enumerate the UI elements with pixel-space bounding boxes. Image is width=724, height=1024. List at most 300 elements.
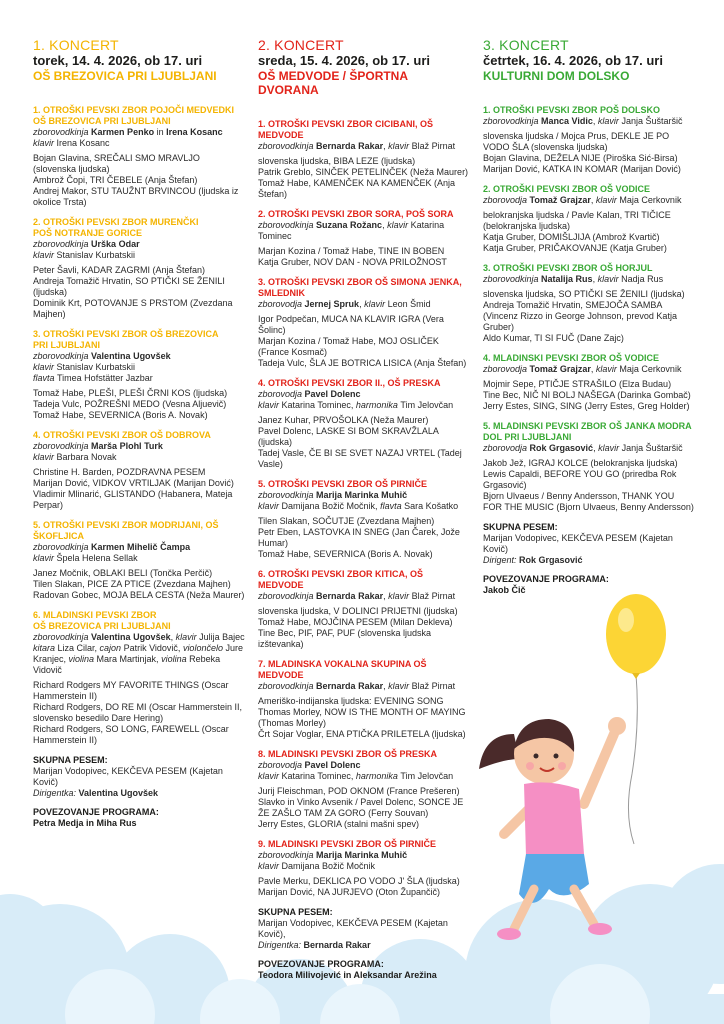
performer-name: Marša Plohl Turk: [91, 441, 163, 451]
choir-heading: 1. OTROŠKI PEVSKI ZBOR POJOČI MEDVEDKI: [33, 105, 235, 115]
choir-heading: 3. OTROŠKI PEVSKI ZBOR OŠ HORJUL: [483, 263, 653, 273]
performer-name: Valentina Ugovšek: [91, 632, 171, 642]
text-fragment: Pavel Dolenc, LASKE SI BOM SKRAVŽLALA (ljudska): [258, 426, 439, 447]
entry-line: [33, 452, 245, 463]
choir-heading: 6. MLADINSKI PEVSKI ZBOR: [33, 610, 157, 620]
text-fragment: Leon Šmid: [387, 299, 431, 309]
entry-line: [33, 410, 245, 421]
concert-3-column: [483, 37, 695, 602]
role-label: klavir: [364, 299, 388, 309]
text-fragment: Marjan Kozina / Tomaž Habe, MOJ OSLIČEK (France Kosmač): [258, 336, 439, 357]
entry-line: [258, 760, 470, 771]
choir-heading: 3. OTROŠKI PEVSKI ZBOR OŠ BREZOVICA: [33, 329, 219, 339]
entry-line: [33, 388, 245, 399]
role-label: violina: [161, 654, 190, 664]
text-fragment: Damijana Božič Močnik,: [281, 501, 381, 511]
role-label: zborovodkinja: [483, 116, 542, 126]
text-fragment: Nadja Rus: [621, 274, 664, 284]
entry-line: [258, 861, 470, 872]
text-fragment: slovenska ljudska, SO PTIČKI SE ŽENILI (ljudska): [483, 289, 685, 299]
role-label: zborovodkinja: [258, 591, 317, 601]
choir-entry: [258, 119, 470, 200]
text-fragment: Thomas Morley, NOW IS THE MONTH OF MAYING (Thomas Morley): [258, 707, 466, 728]
text-fragment: ,: [383, 591, 389, 601]
text-fragment: Dominik Krt, POTOVANJE S PRSTOM (Zvezdana Majhen): [33, 298, 233, 319]
text-fragment: Tomaž Habe, SEVERNICA (Boris A. Novak): [33, 410, 208, 420]
entry-line: [483, 491, 695, 513]
role-label: klavir: [388, 681, 412, 691]
entry-line: [33, 239, 245, 250]
text-fragment: Katja Gruber, NOV DAN - NOVA PRILOŽNOST: [258, 257, 447, 267]
entry-line: [258, 490, 470, 501]
role-label: zborovodkinja: [258, 681, 317, 691]
text-fragment: Andrej Makor, STU TAUŽNT BRVINCOU (ljudska iz okolice Trsta): [33, 186, 239, 207]
host-heading: POVEZOVANJE PROGRAMA:: [483, 574, 609, 584]
text-fragment: Blaž Pirnat: [411, 591, 456, 601]
entry-line: [33, 399, 245, 410]
concert-date: torek, 14. 4. 2026, ob 17. uri: [33, 53, 203, 68]
concert-venue: OŠ MEDVODE / ŠPORTNA DVORANA: [258, 69, 408, 97]
text-fragment: Tomaž Habe, MOJČINA PESEM (Milan Dekleva): [258, 617, 453, 627]
entry-line: [33, 680, 245, 702]
entry-line: [483, 390, 695, 401]
text-fragment: Marijan Dović, NA JURJEVO (Oton Župančič): [258, 887, 441, 897]
entry-line: [258, 220, 470, 242]
role-label: violončelo: [182, 643, 226, 653]
text-fragment: Jerry Estes, SING, SING (Jerry Estes, Greg Holder): [483, 401, 690, 411]
entry-line: [483, 116, 695, 127]
girl-with-balloon-illustration: [464, 584, 684, 964]
role-label: klavir: [595, 195, 620, 205]
text-fragment: Andreja Tomažič Hrvatin, SO PTIČKI SE ŽENILI (ljudska): [33, 276, 225, 297]
performer-name: Jernej Spruk: [304, 299, 360, 309]
choir-heading: 1. OTROŠKI PEVSKI ZBOR POŠ DOLSKO: [483, 105, 661, 115]
entry-line: [33, 138, 245, 149]
entry-line: [33, 542, 245, 553]
choir-heading: DOL PRI LJUBLJANI: [483, 432, 572, 442]
text-fragment: Andreja Tomažič Hrvatin, SMEJOČA SAMBA (Vincenz Rizzo in George Johnson, prevod Katja Gruber): [483, 300, 677, 332]
text-fragment: ,: [383, 681, 389, 691]
text-fragment: Bjorn Ulvaeus / Benny Andersson, THANK YOU FOR THE MUSIC (Bjorn Ulvaeus, Benny Andersson): [483, 491, 694, 512]
text-fragment: Katja Gruber, DOMIŠLJIJA (Ambrož Kvartič): [483, 232, 660, 242]
choir-heading: 4. OTROŠKI PEVSKI ZBOR OŠ DOBROVA: [33, 430, 211, 440]
text-fragment: Marijan Vodopivec, KEKČEVA PESEM (Kajetan Kovič): [483, 533, 673, 554]
host-names: Petra Medja in Miha Rus: [33, 818, 137, 828]
role-label: Dirigentka:: [33, 788, 79, 798]
text-fragment: ,: [359, 299, 365, 309]
role-label: klavir: [33, 250, 57, 260]
choir-entry: [33, 217, 245, 320]
entry-line: [258, 549, 470, 560]
entry-line: [258, 707, 470, 729]
choir-heading: PRI LJUBLJANI: [33, 340, 101, 350]
text-fragment: Janja Šuštaršič: [621, 116, 683, 126]
concert-title: 3. KONCERT: [483, 37, 569, 53]
entry-line: [258, 400, 470, 411]
choir-heading: 9. MLADINSKI PEVSKI ZBOR OŠ PIRNIČE: [258, 839, 437, 849]
text-fragment: Jure Kranjec,: [33, 643, 243, 664]
entry-line: [258, 156, 470, 167]
entry-line: [258, 426, 470, 448]
performer-name: Rok Grgasović: [519, 555, 583, 565]
concert-date: četrtek, 16. 4. 2026, ob 17. uri: [483, 53, 663, 68]
performer-name: Bernarda Rakar: [316, 681, 384, 691]
text-fragment: Tine Bec, PIF, PAF, PUF (slovenska ljudska izštevanka): [258, 628, 432, 649]
choir-entry: [483, 105, 695, 175]
role-label: Dirigentka:: [258, 940, 304, 950]
performer-name: Bernarda Rakar: [303, 940, 371, 950]
entry-line: [33, 250, 245, 261]
role-label: kitara: [33, 643, 58, 653]
choir-entry: [258, 479, 470, 560]
text-fragment: Vladimir Mlinarić, GLISTANDO (Habanera, Mateja Perpar): [33, 489, 233, 510]
text-fragment: Liza Cilar,: [57, 643, 100, 653]
choir-entry: [33, 520, 245, 601]
text-fragment: Mojmir Sepe, PTIČJE STRAŠILO (Elza Budau): [483, 379, 672, 389]
choir-entry: [258, 569, 470, 650]
text-fragment: Janja Šuštaršič: [621, 443, 683, 453]
host-section: [33, 807, 245, 829]
text-fragment: Tadeja Vulc, POŽREŠNI MEDO (Vesna Aljuevič): [33, 399, 227, 409]
entry-line: [258, 527, 470, 549]
role-label: klavir: [33, 452, 57, 462]
choir-heading: 3. OTROŠKI PEVSKI ZBOR OŠ SIMONA JENKA, SMLEDNIK: [258, 277, 462, 298]
text-fragment: ,: [382, 220, 388, 230]
joint-song-line: [33, 788, 245, 799]
choir-entry: [258, 277, 470, 369]
role-label: klavir: [597, 274, 622, 284]
text-fragment: in: [154, 127, 167, 137]
entry-line: [258, 786, 470, 797]
entry-line: [258, 336, 470, 358]
text-fragment: Jakob Jež, IGRAJ KOLCE (belokranjska ljudska): [483, 458, 678, 468]
text-fragment: ,: [592, 116, 598, 126]
choir-heading: 4. MLADINSKI PEVSKI ZBOR OŠ VODICE: [483, 353, 660, 363]
choir-heading: OŠ BREZOVICA PRI LJUBLJANI: [33, 116, 171, 126]
text-fragment: Katarina Tominec,: [281, 400, 356, 410]
choir-heading: 4. OTROŠKI PEVSKI ZBOR II., OŠ PRESKA: [258, 378, 441, 388]
choir-heading: 7. MLADINSKA VOKALNA SKUPINA OŠ MEDVODE: [258, 659, 427, 680]
entry-line: [33, 568, 245, 579]
host-section: [258, 959, 470, 981]
performer-name: Suzana Rožanc: [316, 220, 383, 230]
role-label: zborovodkinja: [33, 542, 92, 552]
entry-line: [483, 131, 695, 153]
entry-line: [258, 606, 470, 617]
entry-line: [33, 590, 245, 601]
text-fragment: Janez Močnik, OBLAKI BELI (Tončka Perčič): [33, 568, 213, 578]
performer-name: Bernarda Rakar: [316, 591, 384, 601]
choir-entry: [33, 610, 245, 746]
text-fragment: slovenska ljudska, BIBA LEZE (ljudska): [258, 156, 416, 166]
choir-entry: [483, 263, 695, 344]
performer-name: Bernarda Rakar: [316, 141, 384, 151]
role-label: klavir: [258, 771, 282, 781]
role-label: klavir: [258, 861, 282, 871]
text-fragment: Richard Rodgers MY FAVORITE THINGS (Oscar Hammerstein II): [33, 680, 229, 701]
text-fragment: Marijan Dović, KATKA IN KOMAR (Marijan Dović): [483, 164, 681, 174]
text-fragment: Bojan Glavina, SREČALI SMO MRAVLJO (slovenska ljudska): [33, 153, 200, 174]
choir-heading: 2. OTROŠKI PEVSKI ZBOR SORA, POŠ SORA: [258, 209, 454, 219]
role-label: zborovodja: [483, 364, 530, 374]
text-fragment: Tim Jelovčan: [400, 400, 454, 410]
role-label: klavir: [598, 443, 622, 453]
entry-line: [33, 153, 245, 175]
entry-line: [258, 628, 470, 650]
entry-line: [258, 876, 470, 887]
entry-line: [33, 265, 245, 276]
entry-line: [483, 333, 695, 344]
joint-song-section: [33, 755, 245, 799]
concert-title: 2. KONCERT: [258, 37, 344, 53]
text-fragment: Marijan Vodopivec, KEKČEVA PESEM (Kajetan Kovič),: [258, 918, 448, 939]
role-label: klavir: [33, 362, 57, 372]
entry-line: [483, 364, 695, 375]
entry-line: [33, 298, 245, 320]
text-fragment: Tim Jelovčan: [400, 771, 454, 781]
entry-line: [33, 643, 245, 676]
text-fragment: slovenska ljudska / Mojca Prus, DEKLE JE PO VODO ŠLA (slovenska ljudska): [483, 131, 670, 152]
role-label: zborovodkinja: [33, 239, 92, 249]
role-label: harmonika: [355, 400, 401, 410]
role-label: klavir: [33, 553, 57, 563]
text-fragment: Marjan Kozina / Tomaž Habe, TINE IN BOBEN: [258, 246, 445, 256]
text-fragment: Tomaž Habe, SEVERNICA (Boris A. Novak): [258, 549, 433, 559]
text-fragment: Marijan Vodopivec, KEKČEVA PESEM (Kajetan Kovič): [33, 766, 223, 787]
text-fragment: Radovan Gobec, MOJA BELA CESTA (Neža Maurer): [33, 590, 245, 600]
text-fragment: Črt Sojar Voglar, ENA PTIČKA PRILETELA (ljudska): [258, 729, 466, 739]
choir-entry: [258, 378, 470, 470]
entry-line: [33, 351, 245, 362]
text-fragment: Richard Rodgers, DO RE MI (Oscar Hammerstein II, slovensko besedilo Dare Hering): [33, 702, 243, 723]
performer-name: Tomaž Grajzar: [529, 195, 591, 205]
text-fragment: belokranjska ljudska / Pavle Kalan, TRI TIČICE (belokranjska ljudska): [483, 210, 671, 231]
joint-song-line: [33, 766, 245, 788]
choir-entry: [483, 184, 695, 254]
entry-line: [33, 478, 245, 489]
performer-name: Pavel Dolenc: [304, 760, 361, 770]
choir-entry: [258, 839, 470, 898]
entry-line: [33, 362, 245, 373]
role-label: klavir: [595, 364, 620, 374]
performer-name: Valentina Ugovšek: [78, 788, 159, 798]
entry-line: [258, 178, 470, 200]
host-section: [483, 574, 695, 596]
text-fragment: Blaž Pirnat: [411, 681, 456, 691]
entry-line: [258, 887, 470, 898]
choir-heading: OŠ BREZOVICA PRI LJUBLJANI: [33, 621, 171, 631]
entry-line: [483, 195, 695, 206]
entry-line: [258, 167, 470, 178]
joint-song-heading: SKUPNA PESEM:: [33, 755, 108, 765]
role-label: zborovodja: [483, 195, 530, 205]
text-fragment: Marijan Dović, VIDKOV VRTILJAK (Marijan Dović): [33, 478, 234, 488]
text-fragment: Petr Eben, LASTOVKA IN SNEG (Jan Čarek, Jože Humar): [258, 527, 460, 548]
text-fragment: Katarina Tominec,: [281, 771, 356, 781]
entry-line: [33, 276, 245, 298]
choir-heading: 8. MLADINSKI PEVSKI ZBOR OŠ PRESKA: [258, 749, 438, 759]
text-fragment: slovenska ljudska, V DOLINCI PRIJETNI (ljudska): [258, 606, 458, 616]
entry-line: [258, 389, 470, 400]
text-fragment: Mara Martinjak,: [96, 654, 162, 664]
text-fragment: Tilen Slakan, PICE ZA PTICE (Zvezdana Majhen): [33, 579, 231, 589]
host-names: Jakob Čič: [483, 585, 526, 595]
entry-line: [483, 300, 695, 333]
role-label: zborovodkinja: [33, 441, 92, 451]
entry-line: [258, 246, 470, 257]
entry-line: [258, 314, 470, 336]
entry-line: [258, 850, 470, 861]
choir-heading: 6. OTROŠKI PEVSKI ZBOR KITICA, OŠ MEDVODE: [258, 569, 424, 590]
text-fragment: Patrik Vidovič,: [123, 643, 183, 653]
text-fragment: Slavko in Vinko Avsenik / Pavel Dolenc, SONCE JE ŽE ZAŠLO TAM ZA GORO (Ferry Souvan): [258, 797, 464, 818]
role-label: klavir: [388, 591, 412, 601]
text-fragment: Tilen Slakan, SOČUTJE (Zvezdana Majhen): [258, 516, 435, 526]
text-fragment: Irena Kosanc: [56, 138, 110, 148]
entry-line: [258, 141, 470, 152]
text-fragment: Jerry Estes, GLORIA (stalni mašni spev): [258, 819, 420, 829]
text-fragment: Špela Helena Sellak: [56, 553, 138, 563]
role-label: flavta: [380, 501, 405, 511]
entry-line: [33, 127, 245, 138]
entry-line: [258, 681, 470, 692]
performer-name: Karmen Mihelič Čampa: [91, 542, 191, 552]
performer-name: Urška Odar: [91, 239, 140, 249]
concert-title: 1. KONCERT: [33, 37, 119, 53]
text-fragment: ,: [593, 443, 599, 453]
performer-name: Manca Vidic: [541, 116, 593, 126]
text-fragment: ,: [592, 274, 598, 284]
role-label: zborovodja: [258, 760, 305, 770]
text-fragment: Sara Košatko: [404, 501, 459, 511]
choir-entry: [258, 209, 470, 268]
text-fragment: ,: [590, 364, 596, 374]
performer-name: Valentina Ugovšek: [91, 351, 171, 361]
text-fragment: Maja Cerkovnik: [619, 195, 682, 205]
entry-line: [483, 210, 695, 232]
text-fragment: Richard Rodgers, SO LONG, FAREWELL (Oscar Hammerstein II): [33, 724, 229, 745]
performer-name: Rok Grgasović: [529, 443, 594, 453]
entry-line: [33, 579, 245, 590]
role-label: zborovodja: [258, 389, 305, 399]
role-label: klavir: [33, 138, 57, 148]
entry-line: [483, 469, 695, 491]
host-names: Teodora Milivojević in Aleksandar Arežina: [258, 970, 437, 980]
entry-line: [258, 448, 470, 470]
entry-line: [33, 373, 245, 384]
role-label: cajon: [99, 643, 124, 653]
text-fragment: Tadeja Vulc, ŠLA JE BOTRICA LISICA (Anja Štefan): [258, 358, 467, 368]
role-label: klavir: [597, 116, 622, 126]
choir-entry: [483, 421, 695, 513]
entry-line: [483, 164, 695, 175]
choir-entry: [33, 105, 245, 208]
entry-line: [483, 243, 695, 254]
choir-heading: 2. OTROŠKI PEVSKI ZBOR OŠ VODICE: [483, 184, 651, 194]
choir-entry: [258, 659, 470, 740]
concert-1-column: [33, 37, 245, 835]
entry-line: [483, 232, 695, 243]
choir-heading: POŠ NOTRANJE GORICE: [33, 228, 143, 238]
performer-name: Karmen Penko: [91, 127, 155, 137]
text-fragment: Aldo Kumar, TI SI FUČ (Dane Zajc): [483, 333, 624, 343]
entry-line: [258, 516, 470, 527]
text-fragment: Janez Kuhar, PRVOŠOLKA (Neža Maurer): [258, 415, 429, 425]
entry-line: [33, 632, 245, 643]
entry-line: [33, 553, 245, 564]
entry-line: [33, 175, 245, 186]
role-label: klavir: [258, 501, 282, 511]
text-fragment: ,: [590, 195, 596, 205]
performer-name: Pavel Dolenc: [304, 389, 361, 399]
joint-song-line: [483, 533, 695, 555]
choir-entry: [33, 430, 245, 511]
choir-entry: [33, 329, 245, 421]
text-fragment: ,: [170, 632, 176, 642]
text-fragment: Damijana Božič Močnik: [281, 861, 376, 871]
entry-line: [258, 771, 470, 782]
text-fragment: Barbara Novak: [56, 452, 117, 462]
text-fragment: Christine H. Barden, POZDRAVNA PESEM: [33, 467, 206, 477]
concert-venue: KULTURNI DOM DOLSKO: [483, 69, 630, 83]
choir-heading: 5. OTROŠKI PEVSKI ZBOR MODRIJANI, OŠ ŠKOFLJICA: [33, 520, 219, 541]
text-fragment: Katarina Tominec: [258, 220, 445, 241]
entry-line: [258, 617, 470, 628]
entry-line: [258, 501, 470, 512]
text-fragment: Lewis Capaldi, BEFORE YOU GO (priredba Rok Grgasović): [483, 469, 677, 490]
text-fragment: Tomaž Habe, KAMENČEK NA KAMENČEK (Anja Štefan): [258, 178, 456, 199]
joint-song-line: [258, 940, 470, 951]
choir-entry: [483, 353, 695, 412]
performer-name: Irena Kosanc: [166, 127, 223, 137]
text-fragment: Timea Hofstätter Jazbar: [57, 373, 153, 383]
role-label: klavir: [388, 141, 412, 151]
entry-line: [258, 819, 470, 830]
choir-entry: [258, 749, 470, 830]
text-fragment: Katja Gruber, PRIČAKOVANJE (Katja Gruber): [483, 243, 667, 253]
text-fragment: Peter Šavli, KADAR ZAGRMI (Anja Štefan): [33, 265, 206, 275]
performer-name: Natalija Rus: [541, 274, 593, 284]
entry-line: [483, 401, 695, 412]
choir-heading: 1. OTROŠKI PEVSKI ZBOR CICIBANI, OŠ MEDVODE: [258, 119, 434, 140]
role-label: Dirigent:: [483, 555, 520, 565]
text-fragment: Ambrož Čopi, TRI ČEBELE (Anja Štefan): [33, 175, 198, 185]
role-label: harmonika: [355, 771, 401, 781]
entry-line: [483, 458, 695, 469]
performer-name: Tomaž Grajzar: [529, 364, 591, 374]
text-fragment: Stanislav Kurbatskii: [56, 250, 136, 260]
joint-song-line: [258, 918, 470, 940]
joint-song-section: [258, 907, 470, 951]
choir-heading: 5. MLADINSKI PEVSKI ZBOR OŠ JANKA MODRA: [483, 421, 692, 431]
text-fragment: Tine Bec, NIČ NI BOLJ NAŠEGA (Darinka Gombač): [483, 390, 691, 400]
role-label: zborovodkinja: [258, 490, 317, 500]
joint-song-section: [483, 522, 695, 566]
role-label: zborovodkinja: [258, 850, 317, 860]
role-label: zborovodkinja: [33, 127, 92, 137]
entry-line: [258, 696, 470, 707]
entry-line: [258, 591, 470, 602]
entry-line: [258, 729, 470, 740]
role-label: zborovodkinja: [33, 351, 92, 361]
concert-date: sreda, 15. 4. 2026, ob 17. uri: [258, 53, 430, 68]
entry-line: [483, 443, 695, 454]
joint-song-heading: SKUPNA PESEM:: [258, 907, 333, 917]
performer-name: Marija Marinka Muhič: [316, 850, 408, 860]
role-label: zborovodkinja: [33, 632, 92, 642]
text-fragment: Rebeka Vidovič: [33, 654, 221, 675]
text-fragment: Ameriško-indijanska ljudska: EVENING SONG: [258, 696, 444, 706]
